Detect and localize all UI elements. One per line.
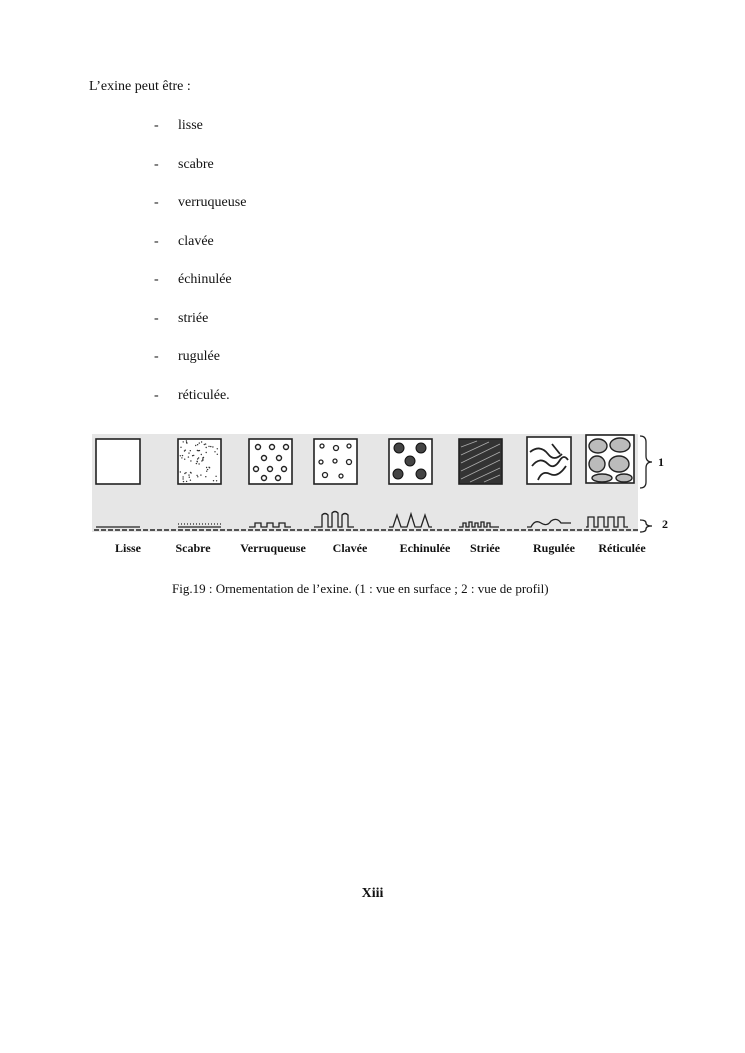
figure-label-scabre: Scabre <box>175 541 211 555</box>
scabre-dot <box>206 471 207 472</box>
scabre-dot <box>182 455 183 456</box>
list-item: - échinulée <box>154 272 246 311</box>
scabre-dot <box>201 454 202 455</box>
scabre-dot <box>188 474 189 475</box>
list-item: - clavée <box>154 234 246 273</box>
scabre-surface <box>178 439 221 484</box>
figure-label-lisse: Lisse <box>114 541 142 555</box>
scabre-dot <box>208 446 209 447</box>
figure-label-striee: Striée <box>470 541 500 555</box>
figure-label-clavee: Clavée <box>332 541 368 555</box>
scabre-dot <box>183 441 184 442</box>
scabre-dot <box>217 454 218 455</box>
scabre-dot <box>205 443 206 444</box>
scabre-dot <box>200 474 201 475</box>
list-item-label: verruqueuse <box>178 195 247 210</box>
scabre-dot <box>206 452 207 453</box>
scabre-dot <box>198 457 199 458</box>
scabre-dot <box>198 450 199 451</box>
scabre-dot <box>213 480 214 481</box>
scabre-dot <box>217 448 218 449</box>
list-item: - réticulée. <box>154 388 246 427</box>
scabre-dot <box>197 444 198 445</box>
list-item-label: clavée <box>178 233 214 249</box>
scabre-dot <box>190 472 191 473</box>
reticulee-lumina <box>589 438 632 482</box>
scabre-dot <box>196 463 197 464</box>
figure-label-reticulee: Réticulée <box>598 541 646 555</box>
scabre-dot <box>196 475 197 476</box>
scabre-dot <box>202 460 203 461</box>
scabre-dot <box>196 461 197 462</box>
scabre-dot <box>190 450 191 451</box>
list-item-label: rugulée <box>178 349 220 364</box>
scabre-dot <box>197 458 198 459</box>
scabre-dot <box>206 467 207 468</box>
figure-label-rugulee: Rugulée <box>533 541 575 555</box>
scabre-dot <box>186 481 187 482</box>
scabre-dot <box>190 480 191 481</box>
scabre-dot <box>182 476 183 477</box>
scabre-dot <box>190 460 191 461</box>
exine-ornamentation-figure <box>92 432 672 562</box>
scabre-dot <box>188 456 189 457</box>
scabre-dot <box>180 471 181 472</box>
scabre-dot <box>189 477 190 478</box>
scabre-dot <box>181 457 182 458</box>
row-marker-1: 1 <box>658 455 664 469</box>
figure-label-echinulee: Echinulée <box>399 541 451 555</box>
surface-row-bracket <box>640 436 652 488</box>
scabre-dot <box>188 452 189 453</box>
profile-row-bracket <box>640 520 652 532</box>
scabre-dot <box>197 476 198 477</box>
scabre-dot <box>203 457 204 458</box>
scabre-dot <box>183 481 184 482</box>
lisse-surface <box>96 439 140 484</box>
exine-type-list <box>154 118 246 426</box>
scabre-dot <box>212 446 213 447</box>
figure-caption: Fig.19 : Ornementation de l’exine. (1 : vue en surface ; 2 : vue de profil) <box>172 581 549 596</box>
list-item: - striée <box>154 311 246 350</box>
scabre-dot <box>206 447 207 448</box>
list-item-label: striée <box>178 310 209 326</box>
scabre-dot <box>210 446 211 447</box>
scabre-dot <box>201 441 202 442</box>
scabre-dot <box>207 469 208 470</box>
list-item-label: échinulée <box>178 272 232 287</box>
rugulee-surface <box>527 437 571 484</box>
figure-svg <box>92 432 672 562</box>
scabre-dot <box>180 455 181 456</box>
scabre-dot <box>198 463 199 464</box>
scabre-dot <box>180 447 181 448</box>
list-item-label: lisse <box>178 118 203 133</box>
intro-text: L’exine peut être : <box>89 79 191 94</box>
page-number: Xiii <box>361 886 384 901</box>
scabre-dot <box>204 444 205 445</box>
scabre-dot <box>205 476 206 477</box>
list-item: - rugulée <box>154 349 246 388</box>
scabre-dot <box>199 442 200 443</box>
scabre-dot <box>215 476 216 477</box>
scabre-dot <box>192 455 193 456</box>
scabre-dot <box>185 450 186 451</box>
scabre-dot <box>184 459 185 460</box>
row-marker-2: 2 <box>662 517 668 531</box>
list-item: - verruqueuse <box>154 195 246 234</box>
figure-label-verruqueuse: Verruqueuse <box>240 541 306 555</box>
list-item: - scabre <box>154 157 246 196</box>
scabre-dot <box>214 451 215 452</box>
scabre-dot <box>186 440 187 441</box>
scabre-dot <box>182 478 183 479</box>
scabre-dot <box>195 445 196 446</box>
scabre-dot <box>208 467 209 468</box>
scabre-dot <box>186 442 187 443</box>
list-item-label: scabre <box>178 156 214 172</box>
scabre-dot <box>216 480 217 481</box>
list-item: - lisse <box>154 118 246 157</box>
list-item-label: réticulée. <box>178 387 230 403</box>
scabre-dot <box>184 473 185 474</box>
